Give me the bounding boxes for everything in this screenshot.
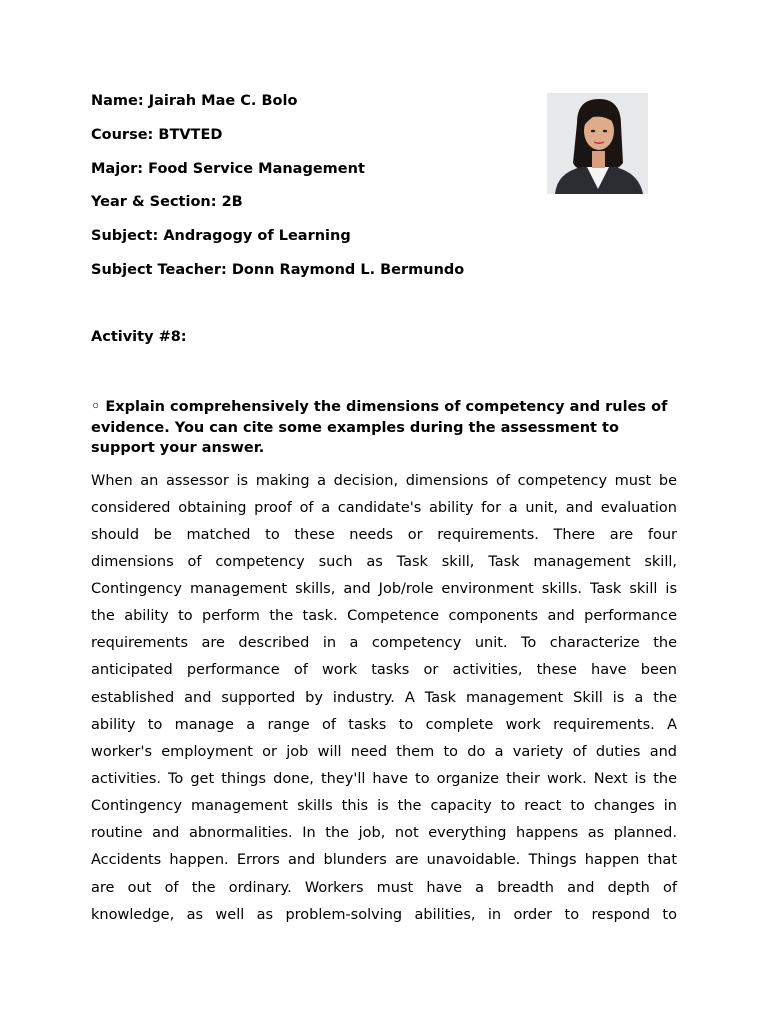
answer-line: requirements are described in a competency unit. To characterize the [91, 635, 677, 651]
answer-line: ability to manage a range of tasks to complete work requirements. A [91, 717, 677, 733]
answer-line: When an assessor is making a decision, dimensions of competency must be [91, 473, 677, 489]
answer-line: considered obtaining proof of a candidate's ability for a unit, and evaluation [91, 500, 677, 516]
answer-line: should be matched to these needs or requirements. There are four [91, 527, 677, 543]
subject-teacher: Subject Teacher: Donn Raymond L. Bermundo [91, 262, 465, 278]
student-year-section: Year & Section: 2B [91, 194, 243, 210]
student-major: Major: Food Service Management [91, 161, 365, 177]
activity-question: ◦ Explain comprehensively the dimensions of competency and rules of evidence. You can cite some examples during the assessment to support your answer. [91, 399, 668, 456]
answer-line: anticipated performance of work tasks or activities, these have been [91, 662, 677, 678]
answer-line: Accidents happen. Errors and blunders are unavoidable. Things happen that [91, 852, 677, 868]
student-portrait-photo [547, 93, 648, 194]
portrait-illustration [547, 93, 648, 194]
student-name: Name: Jairah Mae C. Bolo [91, 93, 298, 109]
answer-line: routine and abnormalities. In the job, not everything happens as planned. [91, 825, 677, 841]
answer-line: the ability to perform the task. Competence components and performance [91, 608, 677, 624]
answer-line: dimensions of competency such as Task skill, Task management skill, [91, 554, 677, 570]
answer-line: Contingency management skills this is the capacity to react to changes in [91, 798, 677, 814]
subject-name: Subject: Andragogy of Learning [91, 228, 351, 244]
answer-line: worker's employment or job will need them to do a variety of duties and [91, 744, 677, 760]
answer-line: knowledge, as well as problem-solving abilities, in order to respond to [91, 907, 677, 923]
answer-line: established and supported by industry. A Task management Skill is a the [91, 690, 677, 706]
answer-line: Contingency management skills, and Job/role environment skills. Task skill is [91, 581, 677, 597]
student-course: Course: BTVTED [91, 127, 223, 143]
answer-line: activities. To get things done, they'll have to organize their work. Next is the [91, 771, 677, 787]
answer-line: are out of the ordinary. Workers must have a breadth and depth of [91, 880, 677, 896]
activity-title: Activity #8: [91, 329, 187, 345]
